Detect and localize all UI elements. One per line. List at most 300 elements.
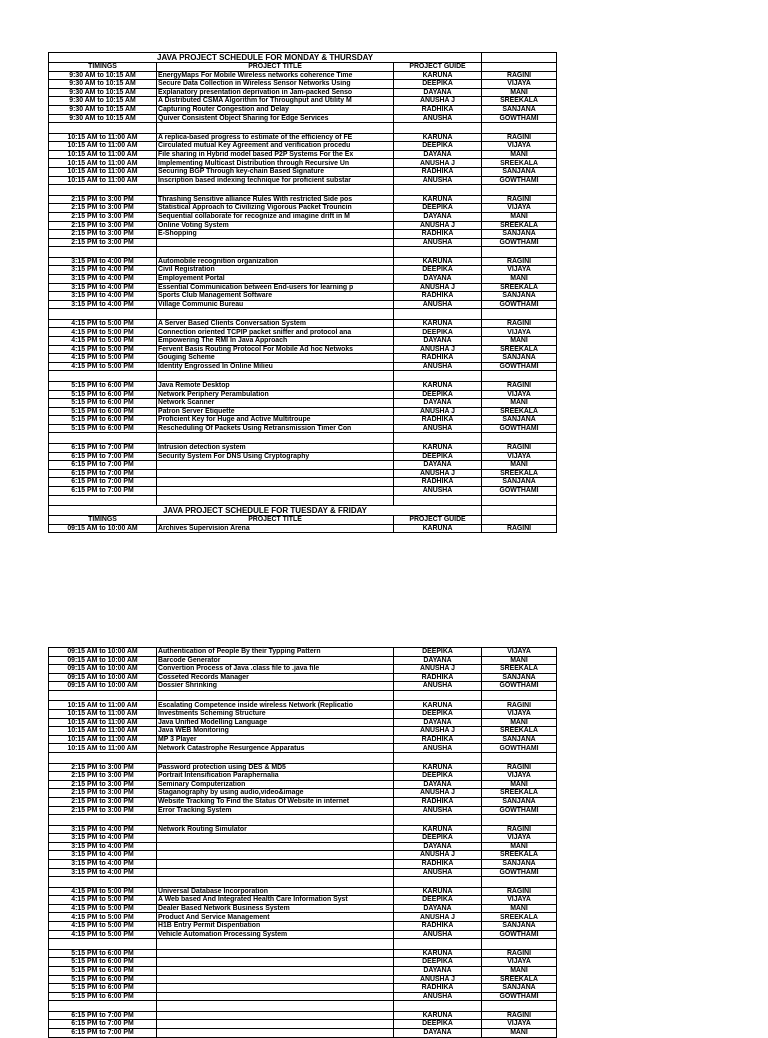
schedule-title-row: [49, 53, 557, 63]
project-title-cell: Product And Service Management: [157, 913, 394, 922]
project-guide-cell: ANUSHA J: [394, 665, 482, 674]
project-guide-cell: ANUSHA: [394, 424, 482, 433]
project-guide-cell: ANUSHA J: [394, 975, 482, 984]
project-title-cell: [157, 949, 394, 958]
timing-cell: 3:15 PM to 4:00 PM: [49, 834, 157, 843]
project-guide-cell: KARUNA: [394, 887, 482, 896]
project-guide-cell: DEEPIKA: [394, 266, 482, 275]
timing-cell: 2:15 PM to 3:00 PM: [49, 212, 157, 221]
timing-cell: 5:15 PM to 6:00 PM: [49, 984, 157, 993]
table-row: [49, 524, 557, 533]
project-title-cell: Website Tracking To Find the Status Of Website in internet: [157, 797, 394, 806]
empty-cell: [394, 185, 482, 196]
empty-cell: [394, 247, 482, 258]
second-guide-cell: RAGINI: [482, 443, 557, 452]
timing-cell: 5:15 PM to 6:00 PM: [49, 424, 157, 433]
empty-cell: [482, 1001, 557, 1012]
project-guide-cell: RADHIKA: [394, 105, 482, 114]
table-row: [49, 88, 557, 97]
empty-cell: [482, 185, 557, 196]
project-title-cell: Escalating Competence inside wireless Network (Replicatio: [157, 701, 394, 710]
second-guide-cell: SREEKALA: [482, 221, 557, 230]
project-title-cell: Cosseted Records Manager: [157, 673, 394, 682]
second-guide-cell: SANJANA: [482, 735, 557, 744]
second-guide-cell: SANJANA: [482, 859, 557, 868]
second-guide-cell: RAGINI: [482, 71, 557, 80]
second-guide-cell: SANJANA: [482, 673, 557, 682]
project-title-cell: [157, 851, 394, 860]
project-guide-cell: ANUSHA J: [394, 159, 482, 168]
project-guide-cell: ANUSHA: [394, 868, 482, 877]
project-guide-cell: ANUSHA J: [394, 469, 482, 478]
second-guide-cell: MANI: [482, 88, 557, 97]
second-guide-cell: GOWTHAMI: [482, 806, 557, 815]
table-row: [49, 337, 557, 346]
project-guide-cell: DEEPIKA: [394, 80, 482, 89]
timing-cell: 5:15 PM to 6:00 PM: [49, 966, 157, 975]
schedule-table-monday-thursday: [48, 52, 557, 533]
timing-cell: 10:15 AM to 11:00 AM: [49, 735, 157, 744]
empty-cell: [482, 877, 557, 888]
project-guide-cell: ANUSHA: [394, 486, 482, 495]
project-guide-cell: ANUSHA: [394, 992, 482, 1001]
timing-cell: 09:15 AM to 10:00 AM: [49, 682, 157, 691]
empty-cell: [49, 433, 157, 444]
table-row: [49, 257, 557, 266]
table-row: [49, 159, 557, 168]
table-row: [49, 984, 557, 993]
column-header-row: [49, 63, 557, 72]
project-title-cell: Java WEB Monitoring: [157, 727, 394, 736]
project-guide-cell: ANUSHA J: [394, 727, 482, 736]
project-guide-cell: DAYANA: [394, 88, 482, 97]
table-row: [49, 913, 557, 922]
timing-cell: 9:30 AM to 10:15 AM: [49, 71, 157, 80]
project-title-cell: Staganography by using audio,video&image: [157, 789, 394, 798]
second-guide-cell: VIJAYA: [482, 80, 557, 89]
second-guide-cell: SREEKALA: [482, 727, 557, 736]
timing-cell: 2:15 PM to 3:00 PM: [49, 195, 157, 204]
timing-cell: 9:30 AM to 10:15 AM: [49, 105, 157, 114]
project-guide-cell: DAYANA: [394, 904, 482, 913]
table-row: [49, 665, 557, 674]
project-guide-cell: DEEPIKA: [394, 452, 482, 461]
project-title-cell: [157, 975, 394, 984]
timing-cell: 6:15 PM to 7:00 PM: [49, 1011, 157, 1020]
project-guide-cell: ANUSHA: [394, 176, 482, 185]
project-title-header: PROJECT TITLE: [157, 63, 394, 72]
second-guide-cell: GOWTHAMI: [482, 238, 557, 247]
table-row: [49, 727, 557, 736]
table-row: [49, 904, 557, 913]
spacer-row: [49, 1001, 557, 1012]
empty-cell: [157, 371, 394, 382]
table-row: [49, 443, 557, 452]
second-guide-cell: GOWTHAMI: [482, 682, 557, 691]
table-row: [49, 780, 557, 789]
project-title-cell: Security System For DNS Using Cryptography: [157, 452, 394, 461]
second-guide-cell: VIJAYA: [482, 772, 557, 781]
empty-cell: [157, 939, 394, 950]
project-guide-cell: RADHIKA: [394, 797, 482, 806]
spacer-row: [49, 877, 557, 888]
project-guide-cell: RADHIKA: [394, 984, 482, 993]
second-guide-cell: RAGINI: [482, 257, 557, 266]
project-title-cell: [157, 859, 394, 868]
table-row: [49, 114, 557, 123]
second-guide-cell: VIJAYA: [482, 204, 557, 213]
project-guide-cell: RADHIKA: [394, 416, 482, 425]
empty-cell: [157, 877, 394, 888]
timing-cell: 3:15 PM to 4:00 PM: [49, 300, 157, 309]
project-guide-header: PROJECT GUIDE: [394, 516, 482, 525]
empty-cell: [482, 247, 557, 258]
project-title-header: PROJECT TITLE: [157, 516, 394, 525]
spacer-row: [49, 495, 557, 506]
second-guide-cell: SANJANA: [482, 230, 557, 239]
project-title-cell: [157, 486, 394, 495]
project-guide-cell: RADHIKA: [394, 673, 482, 682]
project-guide-cell: KARUNA: [394, 195, 482, 204]
project-title-cell: Securing BGP Through key-chain Based Signature: [157, 168, 394, 177]
timing-cell: 9:30 AM to 10:15 AM: [49, 114, 157, 123]
project-title-cell: Circulated mutual Key Agreement and verification procedu: [157, 142, 394, 151]
empty-cell: [482, 815, 557, 826]
table-row: [49, 469, 557, 478]
table-row: [49, 975, 557, 984]
empty-cell: [49, 309, 157, 320]
empty-cell: [157, 690, 394, 701]
timing-cell: 10:15 AM to 11:00 AM: [49, 168, 157, 177]
table-row: [49, 486, 557, 495]
table-row: [49, 922, 557, 931]
project-guide-cell: KARUNA: [394, 381, 482, 390]
table-row: [49, 221, 557, 230]
project-guide-cell: DEEPIKA: [394, 204, 482, 213]
table-row: [49, 212, 557, 221]
second-guide-cell: VIJAYA: [482, 266, 557, 275]
second-guide-cell: SREEKALA: [482, 789, 557, 798]
project-guide-cell: DEEPIKA: [394, 710, 482, 719]
table-row: [49, 966, 557, 975]
project-title-cell: Barcode Generator: [157, 656, 394, 665]
project-guide-cell: RADHIKA: [394, 292, 482, 301]
second-guide-cell: RAGINI: [482, 1011, 557, 1020]
column-header-row: [49, 516, 557, 525]
project-guide-cell: RADHIKA: [394, 922, 482, 931]
project-title-cell: EnergyMaps For Mobile Wireless networks coherence Time: [157, 71, 394, 80]
second-guide-cell: SREEKALA: [482, 975, 557, 984]
timing-cell: 5:15 PM to 6:00 PM: [49, 975, 157, 984]
project-title-cell: E-Shopping: [157, 230, 394, 239]
schedule-body: [49, 648, 557, 1038]
empty-cell: [157, 433, 394, 444]
timing-cell: 3:15 PM to 4:00 PM: [49, 859, 157, 868]
second-guide-cell: VIJAYA: [482, 834, 557, 843]
second-guide-cell: MANI: [482, 780, 557, 789]
second-guide-cell: SREEKALA: [482, 97, 557, 106]
timing-cell: 2:15 PM to 3:00 PM: [49, 763, 157, 772]
empty-cell: [157, 247, 394, 258]
spacer-row: [49, 753, 557, 764]
table-row: [49, 328, 557, 337]
project-title-cell: [157, 958, 394, 967]
project-guide-header: PROJECT GUIDE: [394, 63, 482, 72]
second-guide-cell: MANI: [482, 212, 557, 221]
timing-cell: 2:15 PM to 3:00 PM: [49, 772, 157, 781]
project-guide-cell: RADHIKA: [394, 859, 482, 868]
second-guide-cell: GOWTHAMI: [482, 930, 557, 939]
table-row: [49, 648, 557, 657]
table-row: [49, 868, 557, 877]
project-title-cell: Fervent Basis Routing Protocol For Mobile Ad hoc Netwoks: [157, 345, 394, 354]
second-guide-cell: MANI: [482, 337, 557, 346]
project-title-cell: [157, 1011, 394, 1020]
project-title-cell: [157, 842, 394, 851]
second-guide-cell: MANI: [482, 656, 557, 665]
project-title-cell: Network Scanner: [157, 399, 394, 408]
second-guide-cell: MANI: [482, 399, 557, 408]
empty-cell: [49, 495, 157, 506]
table-row: [49, 701, 557, 710]
project-title-cell: Online Voting System: [157, 221, 394, 230]
empty-cell: [157, 753, 394, 764]
project-title-cell: Connection oriented TCPIP packet sniffer and protocol ana: [157, 328, 394, 337]
empty-cell: [49, 815, 157, 826]
second-guide-cell: VIJAYA: [482, 142, 557, 151]
project-guide-cell: DEEPIKA: [394, 896, 482, 905]
project-guide-cell: ANUSHA: [394, 682, 482, 691]
table-row: [49, 710, 557, 719]
project-title-cell: Identity Engrossed In Online Milieu: [157, 362, 394, 371]
second-guide-cell: SREEKALA: [482, 159, 557, 168]
timing-cell: 9:30 AM to 10:15 AM: [49, 97, 157, 106]
second-guide-cell: SANJANA: [482, 416, 557, 425]
timing-cell: 10:15 AM to 11:00 AM: [49, 710, 157, 719]
empty-cell: [49, 185, 157, 196]
timing-cell: 4:15 PM to 5:00 PM: [49, 345, 157, 354]
second-guide-cell: SANJANA: [482, 922, 557, 931]
spacer-row: [49, 185, 557, 196]
project-title-cell: Error Tracking System: [157, 806, 394, 815]
project-title-cell: Capturing Router Congestion and Delay: [157, 105, 394, 114]
project-guide-cell: DEEPIKA: [394, 772, 482, 781]
second-guide-cell: VIJAYA: [482, 1020, 557, 1029]
second-guide-cell: MANI: [482, 718, 557, 727]
timing-cell: 4:15 PM to 5:00 PM: [49, 887, 157, 896]
project-title-cell: [157, 238, 394, 247]
table-row: [49, 992, 557, 1001]
table-row: [49, 105, 557, 114]
timing-cell: 6:15 PM to 7:00 PM: [49, 486, 157, 495]
project-guide-cell: ANUSHA J: [394, 407, 482, 416]
timing-cell: 09:15 AM to 10:00 AM: [49, 524, 157, 533]
project-guide-cell: ANUSHA: [394, 806, 482, 815]
project-guide-cell: DEEPIKA: [394, 1020, 482, 1029]
table-row: [49, 478, 557, 487]
empty-cell: [157, 185, 394, 196]
second-guide-cell: MANI: [482, 1028, 557, 1037]
project-title-cell: Password protection using DES & MD5: [157, 763, 394, 772]
empty-cell: [394, 939, 482, 950]
second-guide-cell: MANI: [482, 966, 557, 975]
project-title-cell: [157, 992, 394, 1001]
project-title-cell: A Web based And Integrated Health Care Information Syst: [157, 896, 394, 905]
timing-cell: 3:15 PM to 4:00 PM: [49, 274, 157, 283]
table-row: [49, 825, 557, 834]
table-row: [49, 168, 557, 177]
project-guide-cell: KARUNA: [394, 763, 482, 772]
second-guide-cell: VIJAYA: [482, 648, 557, 657]
project-guide-cell: ANUSHA J: [394, 97, 482, 106]
project-guide-cell: ANUSHA J: [394, 913, 482, 922]
table-row: [49, 930, 557, 939]
project-title-cell: Empowering The RMI In Java Approach: [157, 337, 394, 346]
project-guide-cell: KARUNA: [394, 701, 482, 710]
timing-cell: 2:15 PM to 3:00 PM: [49, 797, 157, 806]
timing-cell: 3:15 PM to 4:00 PM: [49, 825, 157, 834]
timing-cell: 6:15 PM to 7:00 PM: [49, 469, 157, 478]
project-title-cell: [157, 966, 394, 975]
timing-cell: 09:15 AM to 10:00 AM: [49, 673, 157, 682]
project-title-cell: Dossier Shrinking: [157, 682, 394, 691]
empty-cell: [157, 1001, 394, 1012]
empty-cell: [482, 371, 557, 382]
second-guide-cell: SANJANA: [482, 292, 557, 301]
schedule-title-row: [49, 506, 557, 516]
project-guide-cell: KARUNA: [394, 257, 482, 266]
empty-cell: [49, 753, 157, 764]
project-title-cell: Explanatory presentation deprivation in Jam-packed Senso: [157, 88, 394, 97]
project-title-cell: Intrusion detection system: [157, 443, 394, 452]
second-guide-cell: MANI: [482, 274, 557, 283]
project-guide-cell: DEEPIKA: [394, 390, 482, 399]
table-row: [49, 416, 557, 425]
timing-cell: 5:15 PM to 6:00 PM: [49, 381, 157, 390]
timing-cell: 4:15 PM to 5:00 PM: [49, 913, 157, 922]
project-title-cell: Proficient Key for Huge and Active Multitroupe: [157, 416, 394, 425]
table-row: [49, 887, 557, 896]
table-row: [49, 461, 557, 470]
timing-cell: 3:15 PM to 4:00 PM: [49, 283, 157, 292]
project-title-cell: A Server Based Clients Conversation System: [157, 319, 394, 328]
second-guide-cell: GOWTHAMI: [482, 362, 557, 371]
table-row: [49, 958, 557, 967]
project-guide-cell: DAYANA: [394, 780, 482, 789]
second-guide-cell: SREEKALA: [482, 283, 557, 292]
timing-cell: 4:15 PM to 5:00 PM: [49, 328, 157, 337]
second-guide-cell: MANI: [482, 461, 557, 470]
project-guide-cell: DAYANA: [394, 150, 482, 159]
project-title-cell: Network Catastrophe Resurgence Apparatus: [157, 744, 394, 753]
empty-cell: [157, 309, 394, 320]
project-title-cell: Secure Data Collection in Wireless Sensor Networks Using: [157, 80, 394, 89]
timing-cell: 4:15 PM to 5:00 PM: [49, 896, 157, 905]
timing-cell: 3:15 PM to 4:00 PM: [49, 257, 157, 266]
second-guide-cell: GOWTHAMI: [482, 424, 557, 433]
project-guide-cell: ANUSHA J: [394, 851, 482, 860]
timing-cell: 6:15 PM to 7:00 PM: [49, 1028, 157, 1037]
timings-header: TIMINGS: [49, 516, 157, 525]
project-title-cell: [157, 469, 394, 478]
table-row: [49, 851, 557, 860]
table-row: [49, 195, 557, 204]
second-guide-cell: MANI: [482, 842, 557, 851]
project-guide-cell: DEEPIKA: [394, 142, 482, 151]
project-title-cell: Village Communic Bureau: [157, 300, 394, 309]
second-guide-cell: SREEKALA: [482, 407, 557, 416]
second-guide-cell: SREEKALA: [482, 469, 557, 478]
spacer-row: [49, 690, 557, 701]
project-guide-cell: DEEPIKA: [394, 834, 482, 843]
second-guide-cell: VIJAYA: [482, 390, 557, 399]
table-row: [49, 1028, 557, 1037]
timing-cell: 6:15 PM to 7:00 PM: [49, 461, 157, 470]
second-guide-cell: VIJAYA: [482, 328, 557, 337]
empty-cell: [394, 1001, 482, 1012]
timing-cell: 4:15 PM to 5:00 PM: [49, 337, 157, 346]
timing-cell: 3:15 PM to 4:00 PM: [49, 292, 157, 301]
table-row: [49, 150, 557, 159]
second-guide-cell: GOWTHAMI: [482, 114, 557, 123]
second-guide-cell: GOWTHAMI: [482, 868, 557, 877]
table-row: [49, 1011, 557, 1020]
timing-cell: 5:15 PM to 6:00 PM: [49, 958, 157, 967]
project-guide-cell: ANUSHA J: [394, 221, 482, 230]
empty-cell: [49, 123, 157, 134]
project-title-cell: [157, 984, 394, 993]
empty-cell: [482, 939, 557, 950]
table-row: [49, 319, 557, 328]
second-guide-cell: GOWTHAMI: [482, 744, 557, 753]
project-title-cell: [157, 1028, 394, 1037]
empty-cell: [394, 690, 482, 701]
timing-cell: 4:15 PM to 5:00 PM: [49, 930, 157, 939]
project-guide-cell: RADHIKA: [394, 478, 482, 487]
table-row: [49, 682, 557, 691]
timing-cell: 2:15 PM to 3:00 PM: [49, 806, 157, 815]
empty-cell: [482, 123, 557, 134]
table-row: [49, 735, 557, 744]
table-row: [49, 656, 557, 665]
project-title-cell: Vehicle Automation Processing System: [157, 930, 394, 939]
second-guide-cell: SANJANA: [482, 478, 557, 487]
project-title-cell: MP 3 Player: [157, 735, 394, 744]
table-row: [49, 300, 557, 309]
table-row: [49, 744, 557, 753]
project-title-cell: Network Routing Simulator: [157, 825, 394, 834]
project-title-cell: Implementing Multicast Distribution through Recursive Un: [157, 159, 394, 168]
second-guide-cell: SREEKALA: [482, 913, 557, 922]
table-row: [49, 806, 557, 815]
project-title-cell: Seminary Computerization: [157, 780, 394, 789]
timing-cell: 2:15 PM to 3:00 PM: [49, 230, 157, 239]
second-guide-cell: MANI: [482, 150, 557, 159]
schedule-table-tuesday-friday: [48, 647, 557, 1038]
timing-cell: 9:30 AM to 10:15 AM: [49, 88, 157, 97]
spacer-row: [49, 815, 557, 826]
project-guide-cell: DAYANA: [394, 399, 482, 408]
empty-cell: [394, 433, 482, 444]
timing-cell: 5:15 PM to 6:00 PM: [49, 949, 157, 958]
empty-cell: [482, 53, 557, 63]
timing-cell: 10:15 AM to 11:00 AM: [49, 718, 157, 727]
project-guide-cell: ANUSHA: [394, 238, 482, 247]
timing-cell: 10:15 AM to 11:00 AM: [49, 744, 157, 753]
project-guide-cell: DAYANA: [394, 1028, 482, 1037]
timing-cell: 09:15 AM to 10:00 AM: [49, 665, 157, 674]
schedule-title: JAVA PROJECT SCHEDULE FOR TUESDAY & FRIDAY: [49, 506, 482, 516]
